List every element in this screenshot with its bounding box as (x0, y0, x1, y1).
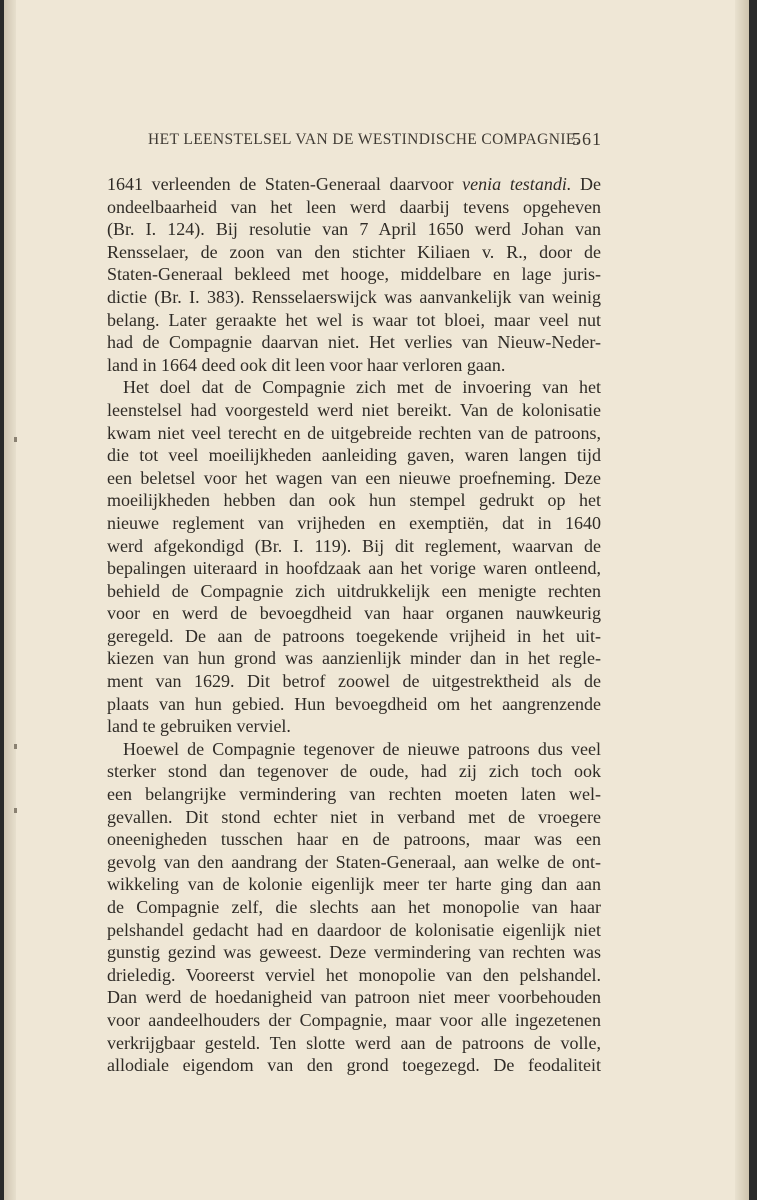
text-line: had de Compagnie daarvan niet. Het verlies van Nieuw-Neder- (107, 332, 601, 353)
text-line: Het doel dat de Compagnie zich met de invoering van het (123, 377, 601, 398)
text-line: wikkeling van de kolonie eigenlijk meer ter harte ging dan aan (107, 874, 601, 895)
text-line: de Compagnie zelf, die slechts aan het monopolie van haar (107, 897, 601, 917)
text-line: leenstelsel had voorgesteld werd niet bereikt. Van de kolonisatie (107, 399, 601, 420)
running-header-title: HET LEENSTELSEL VAN DE WESTINDISCHE COMPAGNIE. (148, 131, 581, 148)
page-number: 561 (572, 129, 602, 149)
text-line: land in 1664 deed ook dit leen voor haar verloren gaan. (107, 354, 506, 375)
text-line: gevallen. Dit stond echter niet in verband met de vroegere (107, 806, 601, 827)
body-text (107, 173, 601, 1077)
book-page (4, 0, 749, 1200)
text-line: voor en werd de bevoegdheid van haar organen nauwkeurig (107, 603, 601, 624)
text-line: nieuwe reglement van vrijheden en exemptiën, dat in 1640 (107, 512, 601, 533)
text-line: Dan werd de hoedanigheid van patroon niet meer voorbehouden (107, 987, 601, 1008)
text-line: kiezen van hun grond was aanzienlijk minder dan in het regle- (107, 648, 601, 669)
text-line: Rensselaer, de zoon van den stichter Kiliaen v. R., door de (107, 241, 601, 262)
text-line: een belangrijke vermindering van rechten moeten laten wel- (107, 784, 601, 805)
margin-mark (14, 437, 17, 442)
page-edge (735, 0, 749, 1200)
text-line: moeilijkheden hebben dan ook hun stempel gedrukt op het (107, 490, 601, 511)
text-line (107, 173, 601, 196)
text-line: behield de Compagnie zich uitdrukkelijk een menigte rechten (107, 580, 601, 601)
text-line: die tot veel moeilijkheden aanleiding gaven, waren langen tijd (107, 445, 601, 466)
text-line: pelshandel gedacht had en daardoor de kolonisatie eigenlijk niet (107, 919, 601, 940)
text-line: een beletsel voor het wagen van een nieuwe proefneming. Deze (107, 467, 601, 488)
text-line: belang. Later geraakte het wel is waar tot bloei, maar veel nut (107, 309, 601, 330)
text-segment: De (571, 174, 601, 194)
text-line: verkrijgbaar gesteld. Ten slotte werd aan de patroons de volle, (107, 1032, 601, 1053)
text-line: land te gebruiken verviel. (107, 716, 291, 737)
text-line: sterker stond dan tegenover de oude, had zij zich toch ook (107, 761, 601, 782)
margin-mark (14, 744, 17, 749)
text-line: geregeld. De aan de patroons toegekende vrijheid in het uit- (107, 625, 601, 646)
text-line: plaats van hun gebied. Hun bevoegdheid om het aangrenzende (107, 693, 601, 714)
text-line: werd afgekondigd (Br. I. 119). Bij dit reglement, waarvan de (107, 535, 601, 556)
text-line: bepalingen uiteraard in hoofdzaak aan het vorige waren ontleend, (107, 558, 601, 579)
text-line: gunstig gezind was geweest. Deze vermindering van rechten was (107, 942, 601, 963)
italic-term: venia testandi. (462, 174, 572, 194)
running-header (148, 131, 602, 149)
text-line: dictie (Br. I. 383). Rensselaerswijck was aanvankelijk van weinig (107, 286, 601, 307)
text-line: drieledig. Vooreerst verviel het monopolie van den pelshandel. (107, 964, 601, 985)
text-line: voor aandeelhouders der Compagnie, maar voor alle ingezetenen (107, 1009, 601, 1030)
text-segment: 1641 verleenden de Staten-Generaal daarvoor (107, 174, 463, 194)
text-line: oneenigheden tusschen haar en de patroons, maar was een (107, 829, 601, 850)
text-line: kwam niet veel terecht en de uitgebreide rechten van de patroons, (107, 422, 601, 443)
margin-mark (14, 808, 17, 813)
text-line: (Br. I. 124). Bij resolutie van 7 April 1650 werd Johan van (107, 219, 601, 240)
text-line: Staten-Generaal bekleed met hooge, middelbare en lage juris- (107, 264, 601, 285)
text-line: ment van 1629. Dit betrof zoowel de uitgestrektheid als de (107, 671, 601, 692)
page-gutter (4, 0, 16, 1200)
text-line: gevolg van den aandrang der Staten-Generaal, aan welke de ont- (107, 851, 601, 872)
text-line: allodiale eigendom van den grond toegezegd. De feodaliteit (107, 1055, 601, 1076)
text-line: Hoewel de Compagnie tegenover de nieuwe patroons dus veel (123, 738, 601, 759)
text-line: ondeelbaarheid van het leen werd daarbij tevens opgeheven (107, 196, 601, 217)
